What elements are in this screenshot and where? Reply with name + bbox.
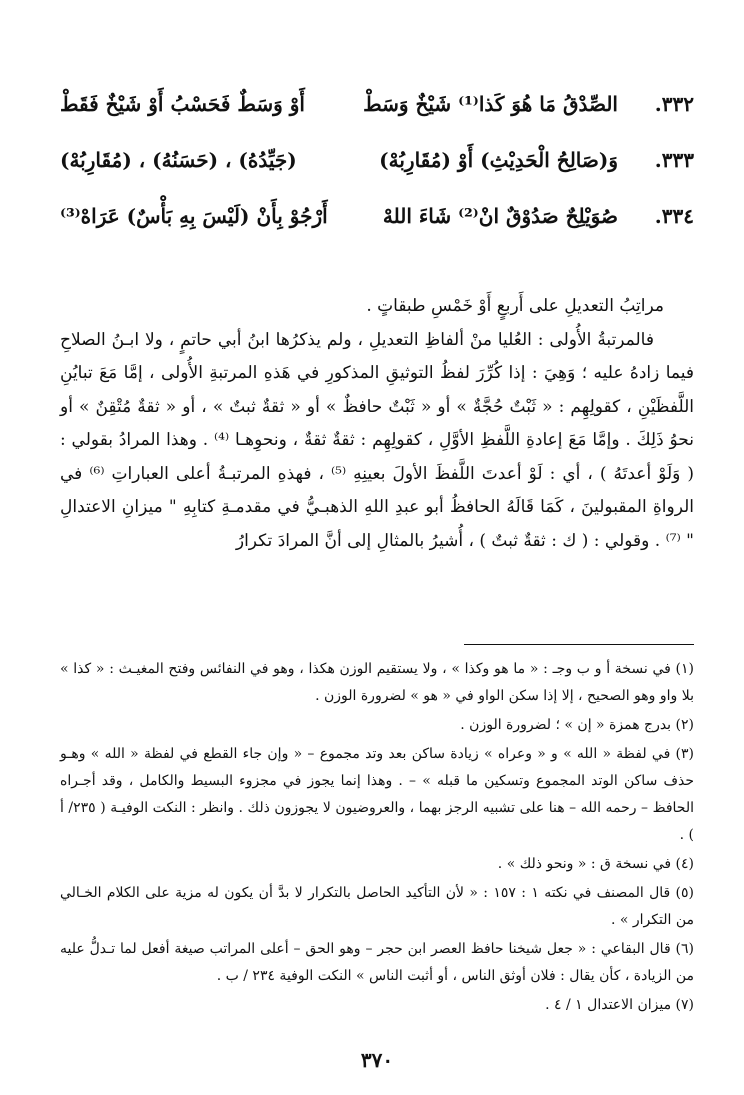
verse-line — [60, 92, 694, 148]
footnote: (٤) في نسخة ق : « ونحو ذلك » . — [497, 856, 694, 872]
verse-line — [60, 148, 694, 204]
footnote: (٧) ميزان الاعتدال ١ / ٤ . — [545, 997, 694, 1013]
verse-first-hemistich: صُوَيْلِحٌ صَدُوْقٌ انْ⁽²⁾ شَاءَ اللهْ — [382, 204, 618, 228]
verse-second-hemistich: (جَيِّدُهُ) ، (حَسَنُهُ) ، (مُقَارِبُهْ) — [59, 148, 297, 172]
footnote: (٣) في لفظة « الله » و « وعراه » زيادة ساكن بعد وتد مجموع – « وإن جاء القطع في لفظة « الله » وهـو حذف ساكن الوتد المجموع وتسكين ما قبله » – . وهذا إنما يجوز في مجزوء البسيط والكامل ، وقد أجـراه الحافظ – رحمه الله – هنا على تشبيه الرجز بهما ، والعروضيون لا يجوزون ذلك . وانظر : النكت الوفيـة ( ٢٣٥/ أ ) . — [60, 746, 695, 843]
commentary-heading-line: مراتِبُ التعديلِ على أَربعٍ أَوْ خَمْسِ طبقاتٍ . — [366, 296, 664, 316]
commentary-paragraph: فالمرتبةُ الأُولى : العُليا منْ ألفاظِ التعديلِ ، ولم يذكرُها ابنُ أبي حاتمٍ ، ولا ابـنُ الصلاحِ فيما زادهُ عليه ؛ وَهِيَ : إذا كُرِّرَ لفظُ التوثيقِ المذكورِ في هَذهِ المرتبةِ الأُولى ، إمَّا مَعَ تبايُنِ اللَّفظَيْنِ ، كقولِهِم : « ثَبْتٌ حُجَّةٌ » أو « ثَبْتٌ حافظٌ » أو « ثقةٌ ثبتٌ » ، أو « ثقةٌ مُتْقِنٌ » أو نحوُ ذَلِكَ . وإمَّا مَعَ إعادةِ اللَّفظِ الأوَّلِ ، كقولِهِم : ثقةٌ ثقةٌ ، ونحوِهـا ⁽⁴⁾ . وهذا المرادُ بقولي : ( وَلَوْ أعدتَهُ ) ، أي : لَوْ أعدتَ اللَّفظَ الأولَ بعينِهِ ⁽⁵⁾ ، فهذهِ المرتبـةُ أعلى العباراتِ ⁽⁶⁾ في الرواةِ المقبولينَ ، كَمَا قَالَهُ الحافظُ أبو عبدِ اللهِ الذهبـيُّ في مقدمـةِ كتابِهِ " ميزانِ الاعتدالِ " ⁽⁷⁾ . وقولي : ( ك : ثقةٌ ثبتٌ ) ، أُشيرُ بالمثالِ إلى أنَّ المرادَ تكرارُ — [60, 329, 695, 551]
page-number: ٣٧٠ — [360, 1048, 394, 1072]
verse-first-hemistich: وَ(صَالِحُ الْحَدِيْثِ) أَوْ (مُقَارِبُهْ) — [379, 148, 618, 172]
footnote: (١) في نسخة أ و ب وجـ : « ما هو وكذا » ، ولا يستقيم الوزن هكذا ، وهو في النفائس وفتح المغيـث : « كذا » بلا واو وهو الصحيح ، إلا إذا سكن الواو في « هو » لضرورة الوزن . — [60, 661, 694, 704]
verse-number: ٣٣٣. — [654, 148, 694, 172]
footnote: (٢) بدرج همزة « إن » ؛ لضرورة الوزن . — [460, 717, 694, 733]
page — [60, 0, 694, 1095]
verse-number: ٣٣٢. — [654, 92, 694, 116]
verse-number: ٣٣٤. — [654, 204, 694, 228]
verse-second-hemistich: أَرْجُوْ بِأَنْ (لَيْسَ بِهِ بَأْسٌ) عَرَاهْ⁽³⁾ — [59, 204, 328, 228]
footnote: (٥) قال المصنف في نكته ١ : ١٥٧ : « لأن التأكيد الحاصل بالتكرار لا بدَّ أن يكون له مزية على الكلام الخـالي من التكرار » . — [60, 885, 695, 928]
verse-first-hemistich: الصِّدْقُ مَا هُوَ كَذا⁽¹⁾ شَيْخٌ وَسَطْ — [363, 92, 618, 116]
footnote-separator — [464, 644, 694, 645]
verse-line — [60, 204, 694, 260]
footnotes — [60, 656, 694, 1021]
verse-block — [60, 92, 694, 260]
footnote: (٦) قال البقاعي : « جعل شيخنا حافظ العصر ابن حجر – وهو الحق – أعلى المراتب صيغة أفعل لما تـدلُّ عليه من الزيادة ، كأن يقال : فلان أوثق الناس ، أو أثبت الناس » النكت الوفية ٢٣٤ / ب . — [60, 941, 694, 984]
commentary-text — [60, 290, 694, 558]
verse-second-hemistich: أَوْ وَسَطٌ فَحَسْبُ أَوْ شَيْخٌ فَقَطْ — [59, 92, 305, 116]
